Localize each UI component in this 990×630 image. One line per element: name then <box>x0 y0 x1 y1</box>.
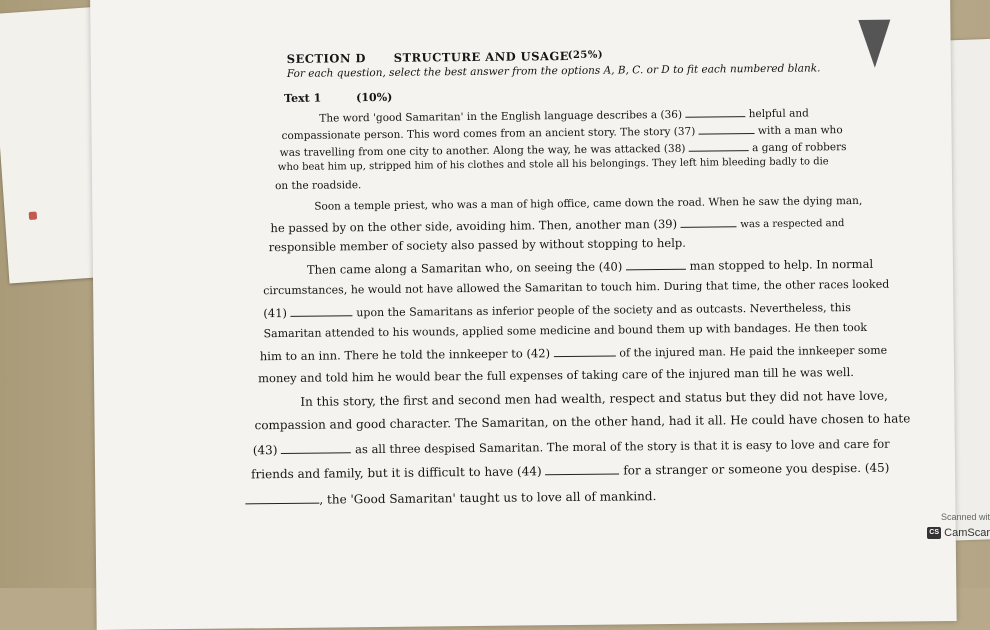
paragraph-line <box>260 343 887 364</box>
line-text: The word 'good Samaritan' in the English language describes a (36) <box>319 108 683 125</box>
line-text: as all three despised Samaritan. The moral of the story is that it is easy to love and care for <box>355 436 890 457</box>
brand-text: CamScar <box>944 527 990 539</box>
section-title: STRUCTURE AND USAGE <box>393 48 570 65</box>
answer-blank-41 <box>291 305 353 317</box>
camscanner-icon: CS <box>927 527 941 539</box>
paragraph-line: on the roadside. <box>275 179 362 193</box>
paragraph-line: compassion and good character. The Samaritan, on the other hand, had it all. He could have chosen to hate <box>254 411 911 433</box>
line-text: was a respected and <box>740 218 845 231</box>
instruction-text: For each question, select the best answer from the options A, B, C. or D to fit each numbered blank. <box>286 62 821 80</box>
red-mark <box>29 211 38 220</box>
line-text: (43) <box>252 443 278 458</box>
answer-blank-39 <box>681 216 737 228</box>
line-text: Then came along a Samaritan who, on seeing the (40) <box>306 259 623 277</box>
line-text: compassionate person. This word comes from an ancient story. The story (37) <box>281 125 696 143</box>
section-label: SECTION D <box>286 51 366 66</box>
answer-blank-38 <box>689 140 749 152</box>
worksheet-page <box>90 0 957 630</box>
line-text: of the injured man. He paid the innkeeper some <box>619 343 888 360</box>
line-text: he passed by on the other side, avoiding him. Then, another man (39) <box>270 216 678 236</box>
line-text: (41) <box>263 305 288 321</box>
paragraph-line <box>270 215 844 235</box>
answer-blank-45 <box>245 493 319 505</box>
paragraph-line: money and told him he would bear the full expenses of taking care of the injured man till he was well. <box>258 365 854 386</box>
corner-marker <box>858 20 891 68</box>
line-text: helpful and <box>748 107 809 121</box>
answer-blank-44 <box>545 463 619 475</box>
line-text: a gang of robbers <box>752 141 847 155</box>
line-text: was travelling from one city to another. Along the way, he was attacked (38) <box>279 142 686 160</box>
paragraph-line <box>251 461 889 482</box>
line-text: , the 'Good Samaritan' taught us to love all of mankind. <box>319 489 657 507</box>
text-percent: (10%) <box>356 90 393 105</box>
answer-blank-43 <box>281 442 351 454</box>
paragraph-line: who beat him up, stripped him of his clothes and stole all his belongings. They left him bleeding badly to die <box>277 156 829 174</box>
paragraph-line <box>245 489 656 507</box>
line-text: with a man who <box>757 124 843 138</box>
answer-blank-40 <box>626 259 686 271</box>
paragraph-line <box>319 105 809 124</box>
paragraph-line: circumstances, he would not have allowed the Samaritan to touch him. During that time, the other races looked <box>263 277 890 298</box>
scan-watermark-line1: Scanned wit <box>940 512 990 522</box>
scan-watermark-brand <box>927 527 990 539</box>
answer-blank-37 <box>699 123 755 135</box>
answer-blank-36 <box>685 106 745 118</box>
paragraph-line <box>263 300 851 320</box>
paragraph-line <box>253 437 890 458</box>
paragraph-line <box>307 257 873 277</box>
line-text: him to an inn. There he told the innkeeper to (42) <box>259 346 551 364</box>
line-text: man stopped to help. In normal <box>689 256 874 273</box>
answer-blank-42 <box>554 346 616 358</box>
line-text: friends and family, but it is difficult to have (44) <box>251 464 542 482</box>
line-text: for a stranger or someone you despise. (45) <box>623 460 890 478</box>
paragraph-line: responsible member of society also passed by without stopping to help. <box>268 235 686 255</box>
line-text: upon the Samaritans as inferior people of the society and as outcasts. Nevertheless, this <box>356 301 851 320</box>
paragraph-line: Soon a temple priest, who was a man of high office, came down the road. When he saw the dying man, <box>314 194 863 213</box>
section-percent: (25%) <box>567 49 604 62</box>
paragraph-line: In this story, the first and second men had wealth, respect and status but they did not have love, <box>300 388 888 409</box>
paragraph-line: Samaritan attended to his wounds, applied some medicine and bound them up with bandages. He then took <box>263 320 868 341</box>
text-label: Text 1 <box>284 91 322 105</box>
